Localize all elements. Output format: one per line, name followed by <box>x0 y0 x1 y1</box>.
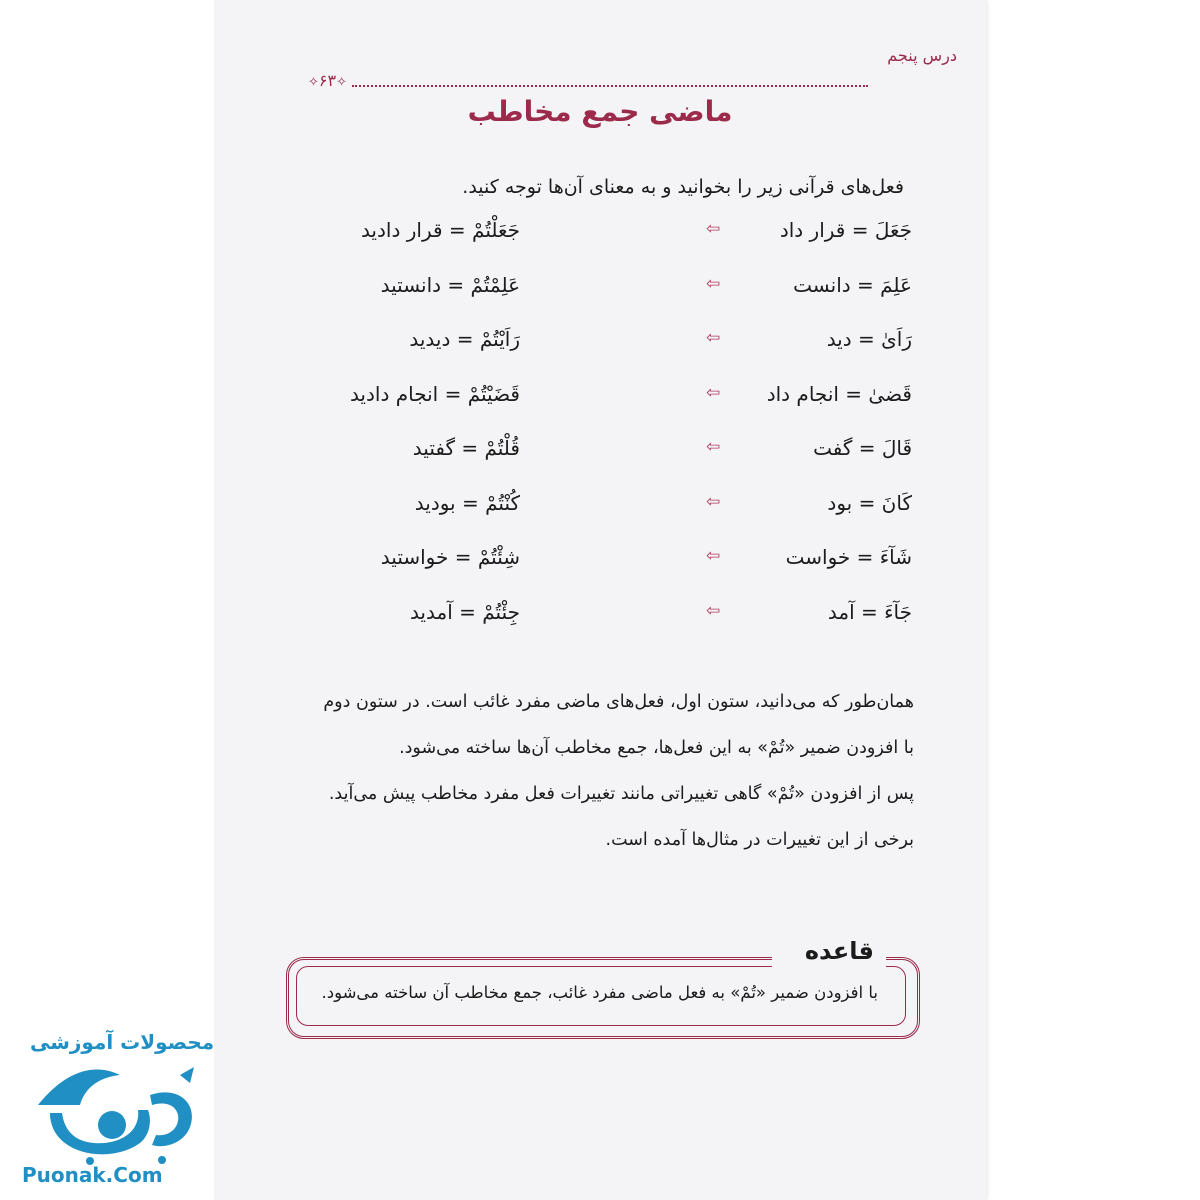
left-arrow-icon: ⇦ <box>706 328 721 348</box>
puonak-logo-icon <box>30 1065 200 1170</box>
verb-row <box>214 273 986 313</box>
verb-row <box>214 382 986 422</box>
paragraph-line: پس از افزودن «تُمْ» گاهی تغییراتی مانند تغییرات فعل مفرد مخاطب پیش می‌آید. <box>328 784 914 804</box>
plural-verb: كُنْتُمْ = بودید <box>414 490 520 515</box>
verb-row <box>214 545 986 585</box>
book-page <box>214 0 986 1200</box>
lesson-label: درس پنجم <box>887 46 957 65</box>
singular-verb: جَآءَ = آمد <box>827 599 912 624</box>
verb-row <box>214 491 986 531</box>
left-arrow-icon: ⇦ <box>706 382 721 403</box>
page-number <box>308 71 347 90</box>
rule-title: قاعده <box>804 937 874 965</box>
diamond-icon: ✧ <box>308 75 319 90</box>
left-arrow-icon: ⇦ <box>706 219 721 239</box>
page-title: ماضی جمع مخاطب <box>467 95 733 128</box>
plural-verb: شِئْتُمْ = خواستید <box>380 545 520 569</box>
left-arrow-icon: ⇦ <box>706 600 721 621</box>
logo-tagline: محصولات آموزشی <box>30 1030 215 1054</box>
paragraph-line: با افزودن ضمیر «تُمْ» به این فعل‌ها، جمع مخاطب آن‌ها ساخته می‌شود. <box>399 738 914 758</box>
verb-row <box>214 600 986 640</box>
plural-verb: قُلْتُمْ = گفتید <box>412 436 520 460</box>
plural-verb: جِئْتُمْ = آمدید <box>409 599 520 624</box>
left-arrow-icon: ⇦ <box>706 437 721 457</box>
singular-verb: قَضىٰ = انجام داد <box>766 381 912 406</box>
header-dotted-rule <box>352 85 868 87</box>
paragraph-line: برخی از این تغییرات در مثال‌ها آمده است. <box>605 830 914 850</box>
intro-text: فعل‌های قرآنی زیر را بخوانید و به معنای آن‌ها توجه کنید. <box>462 176 904 198</box>
plural-verb: جَعَلْتُمْ = قرار دادید <box>360 218 520 242</box>
page-number-value: ۶۳ <box>318 71 337 90</box>
plural-verb: عَلِمْتُمْ = دانستید <box>380 272 520 297</box>
plural-verb: رَاَيْتُمْ = دیدید <box>409 327 520 351</box>
singular-verb: جَعَلَ = قرار داد <box>779 218 912 242</box>
singular-verb: قَالَ = گفت <box>813 436 912 460</box>
left-arrow-icon: ⇦ <box>706 546 721 566</box>
left-arrow-icon: ⇦ <box>706 273 721 294</box>
singular-verb: شَآءَ = خواست <box>785 545 912 569</box>
paragraph-line: همان‌طور که می‌دانید، ستون اول، فعل‌های ماضی مفرد غائب است. در ستون دوم <box>323 692 914 712</box>
singular-verb: کَانَ = بود <box>827 490 912 515</box>
singular-verb: رَاَىٰ = دید <box>826 327 912 351</box>
left-arrow-icon: ⇦ <box>706 491 721 512</box>
plural-verb: قَضَيْتُمْ = انجام دادید <box>349 381 520 406</box>
diamond-icon: ✧ <box>336 75 347 90</box>
logo-site-url: Puonak.Com <box>22 1163 163 1187</box>
verb-row <box>214 436 986 476</box>
rule-text: با افزودن ضمیر «تُمْ» به فعل ماضی مفرد غائب، جمع مخاطب آن ساخته می‌شود. <box>321 983 878 1002</box>
verb-row <box>214 218 986 258</box>
singular-verb: عَلِمَ = دانست <box>793 272 912 297</box>
verb-row <box>214 327 986 367</box>
